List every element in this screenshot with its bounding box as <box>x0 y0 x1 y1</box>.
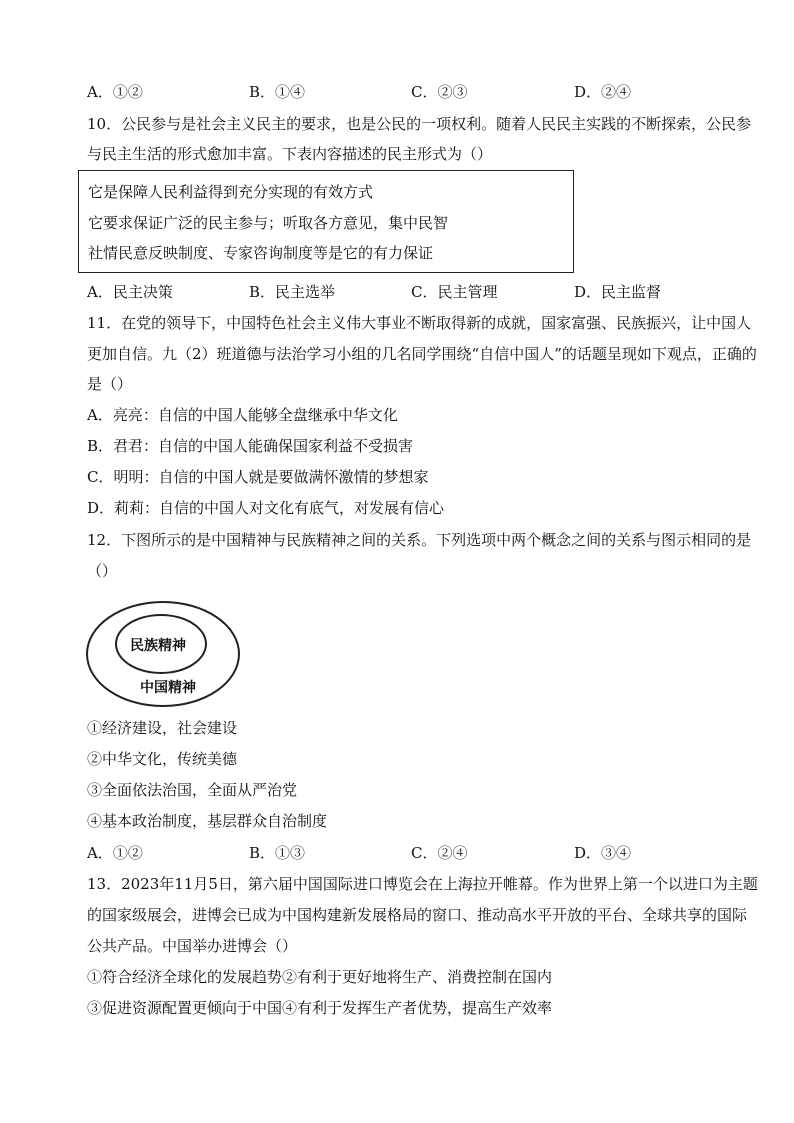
q13-statement-line1: ①符合经济全球化的发展趋势②有利于更好地将生产、消费控制在国内 <box>87 968 553 986</box>
q12-option-b: B．①③ <box>249 844 306 862</box>
q10-box-line1: 它是保障人民利益得到充分实现的有效方式 <box>88 183 374 201</box>
q10-option-a: A．民主决策 <box>87 283 173 301</box>
concept-relation-diagram <box>86 601 240 707</box>
q11-stem-line3: 是（） <box>87 375 133 393</box>
q12-stem-line1: 12．下图所示的是中国精神与民族精神之间的关系。下列选项中两个概念之间的关系与图示相同的是 <box>87 531 752 549</box>
q11-option-b: B．君君：自信的中国人能确保国家利益不受损害 <box>87 437 414 455</box>
q9-option-c: C．②③ <box>411 83 468 101</box>
q11-option-d: D．莉莉：自信的中国人对文化有底气，对发展有信心 <box>87 499 445 517</box>
outer-circle-label: 中国精神 <box>140 680 196 696</box>
q12-option-a: A．①② <box>87 844 143 862</box>
q12-option-d: D．③④ <box>574 844 632 862</box>
q12-stem-line2: （） <box>87 562 118 580</box>
q12-item-1: ①经济建设，社会建设 <box>87 719 238 737</box>
q9-option-b: B．①④ <box>249 83 306 101</box>
q10-stem-line1: 10．公民参与是社会主义民主的要求，也是公民的一项权利。随着人民民主实践的不断探索，公民参 <box>87 115 752 133</box>
q12-item-4: ④基本政治制度，基层群众自治制度 <box>87 812 328 830</box>
inner-circle-label: 民族精神 <box>130 638 186 654</box>
q13-stem-line3: 公共产品。中国举办进博会（） <box>87 937 298 955</box>
q9-option-a: A．①② <box>87 83 143 101</box>
q12-option-c: C．②④ <box>411 844 468 862</box>
q9-option-d: D．②④ <box>574 83 632 101</box>
q11-stem-line2: 更加自信。九（2）班道德与法治学习小组的几名同学围绕“自信中国人”的话题呈现如下观点，正确的 <box>87 345 757 363</box>
q10-option-b: B．民主选举 <box>249 283 336 301</box>
q10-option-d: D．民主监督 <box>574 283 662 301</box>
q10-info-box <box>78 170 574 273</box>
q11-option-c: C．明明：自信的中国人就是要做满怀激情的梦想家 <box>87 468 429 486</box>
q13-statement-line2: ③促进资源配置更倾向于中国④有利于发挥生产者优势，提高生产效率 <box>87 999 553 1017</box>
q12-item-2: ②中华文化，传统美德 <box>87 750 238 768</box>
q10-option-c: C．民主管理 <box>411 283 498 301</box>
q10-stem-line2: 与民主生活的形式愈加丰富。下表内容描述的民主形式为（） <box>87 145 493 163</box>
q11-stem-line1: 11．在党的领导下，中国特色社会主义伟大事业不断取得新的成就，国家富强、民族振兴，让中国人 <box>87 314 752 332</box>
q13-stem-line2: 的国家级展会，进博会已成为中国构建新发展格局的窗口、推动高水平开放的平台、全球共享的国际 <box>87 906 748 924</box>
q13-stem-line1: 13．2023年11月5日，第六届中国国际进口博览会在上海拉开帷幕。作为世界上第一个以进口为主题 <box>87 875 758 893</box>
q10-box-line3: 社情民意反映制度、专家咨询制度等是它的有力保证 <box>88 244 434 262</box>
q12-item-3: ③全面依法治国，全面从严治党 <box>87 781 298 799</box>
q10-box-line2: 它要求保证广泛的民主参与；听取各方意见，集中民智 <box>88 214 449 232</box>
q11-option-a: A．亮亮：自信的中国人能够全盘继承中华文化 <box>87 406 398 424</box>
